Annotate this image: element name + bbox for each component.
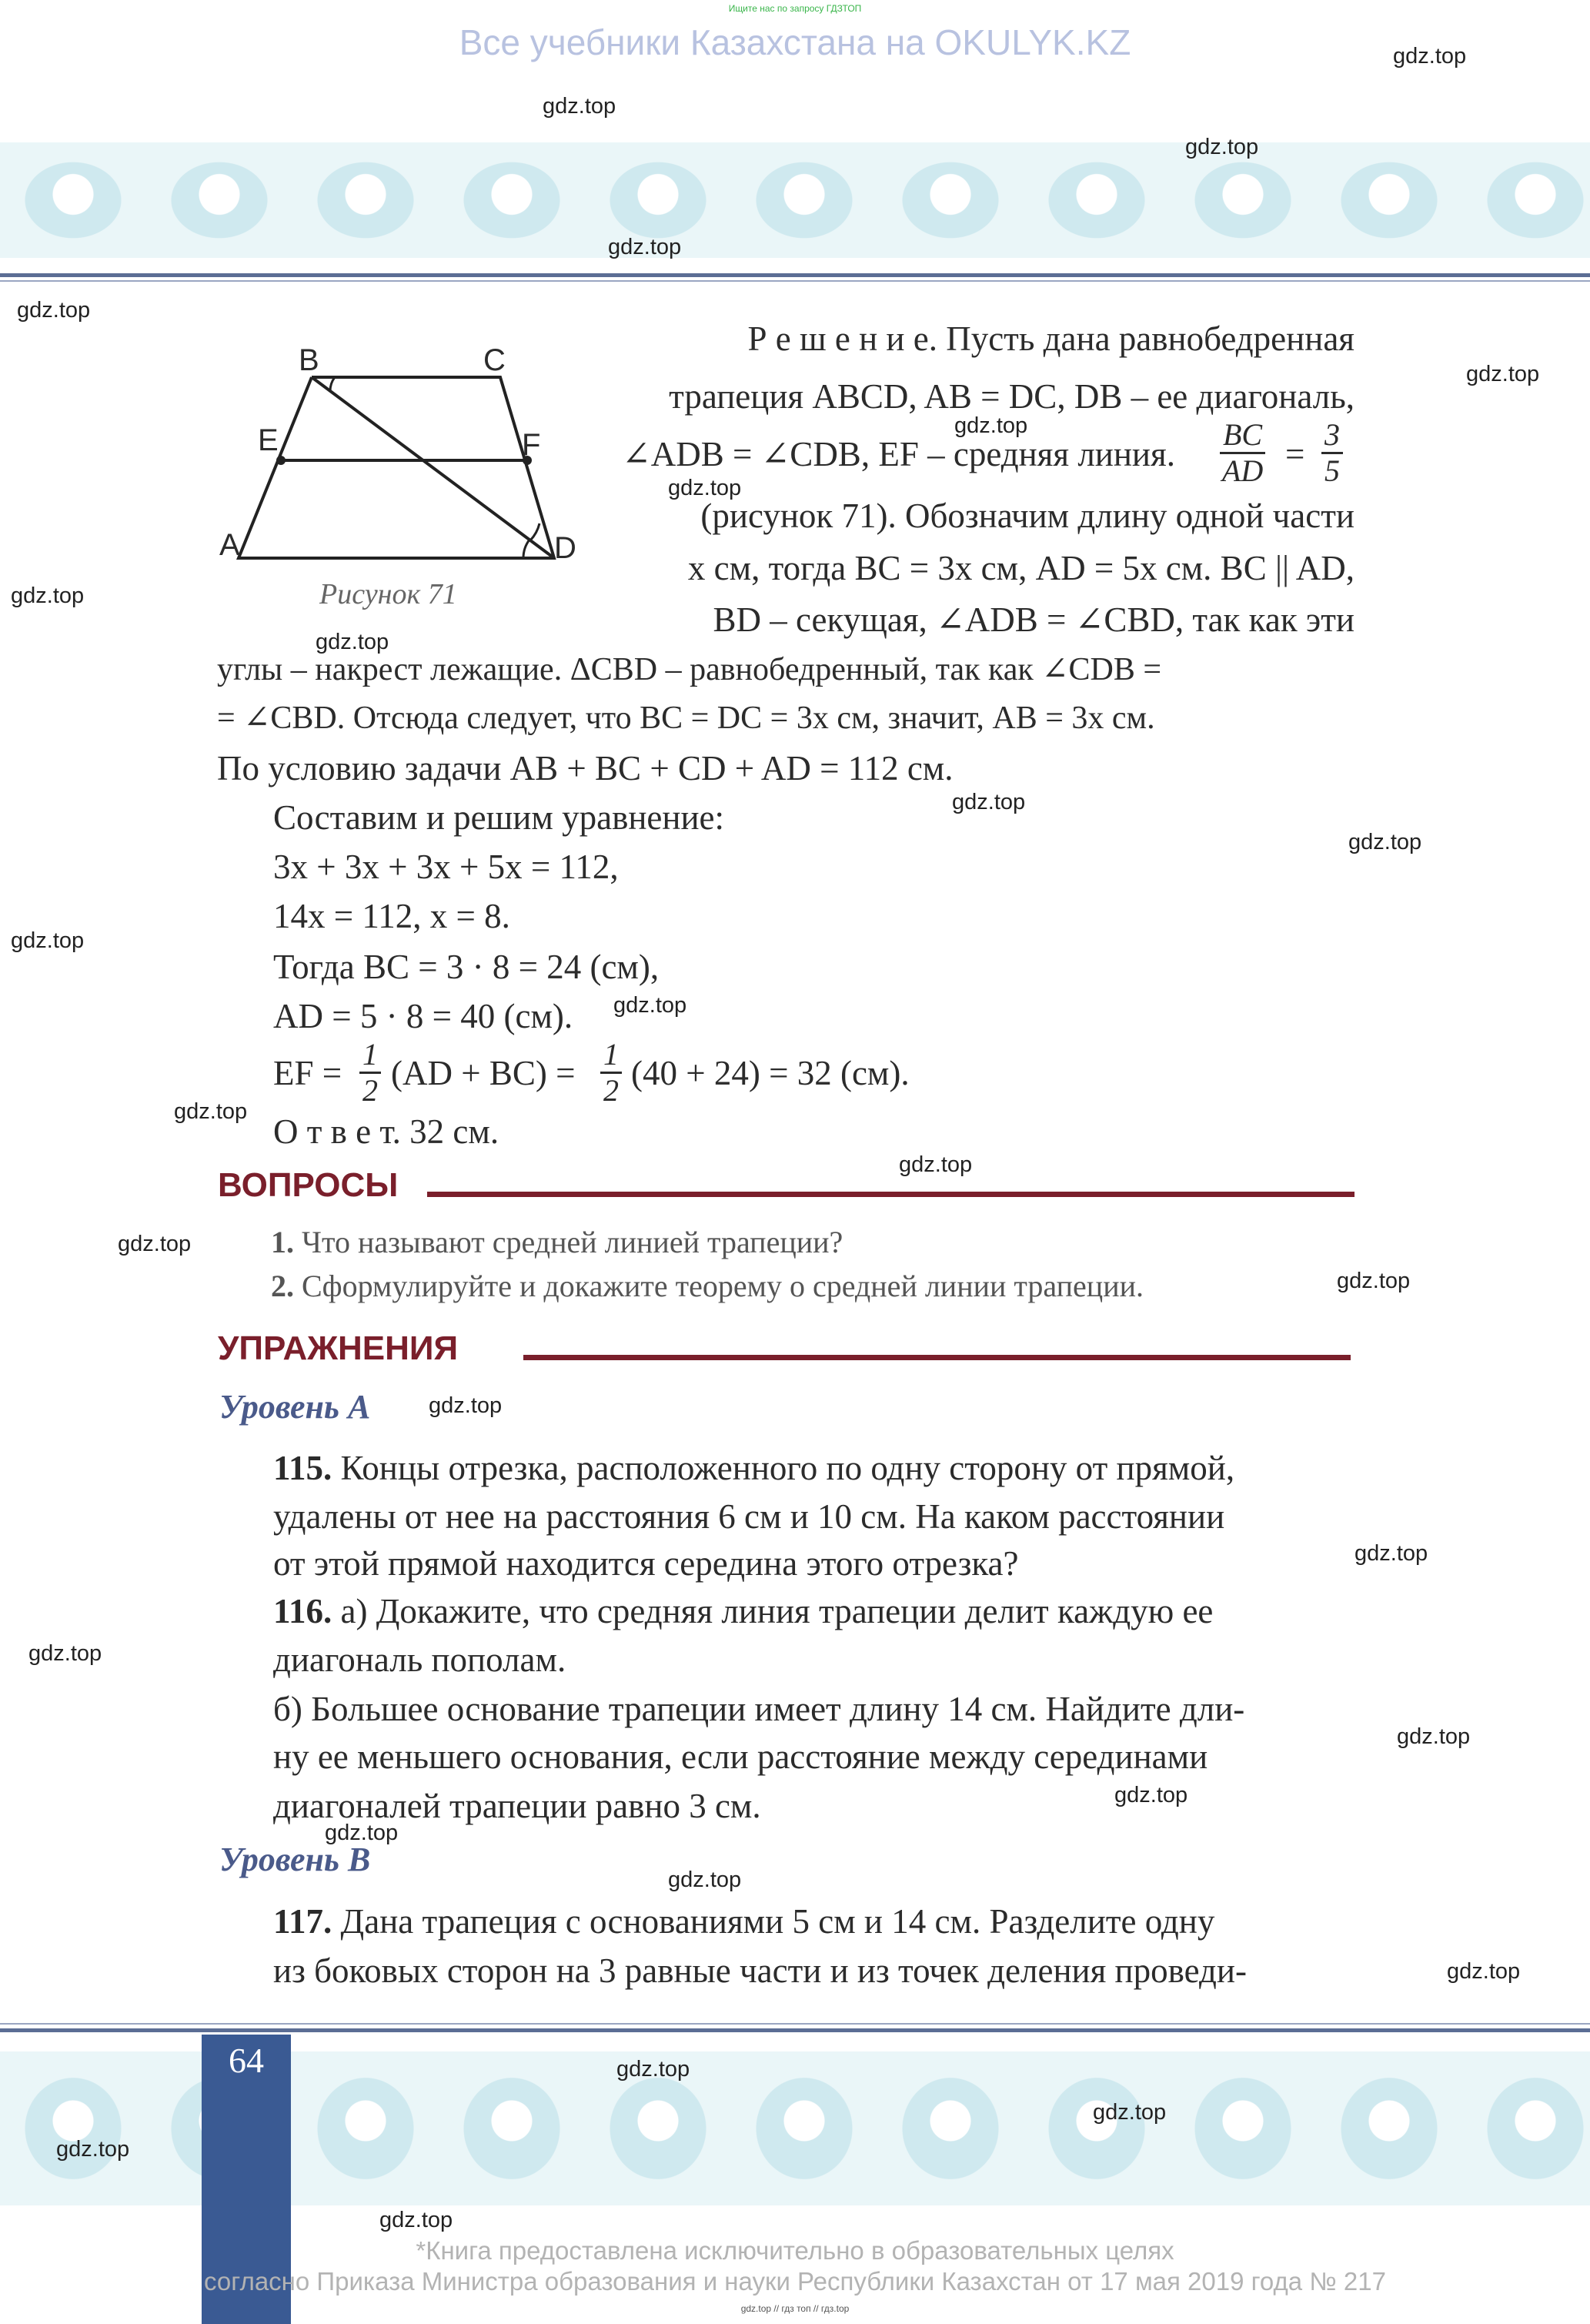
header-rule [0, 273, 1590, 277]
question-item [271, 1224, 843, 1260]
site-title[interactable]: Все учебники Казахстана на OKULYK.KZ [459, 22, 1131, 62]
exercise-number: 117. [273, 1902, 332, 1941]
exercises-heading: УПРАЖНЕНИЯ [218, 1329, 459, 1367]
watermark: gdz.top [174, 1099, 248, 1124]
point-label-e: E [258, 423, 279, 457]
watermark: gdz.top [1447, 1959, 1521, 1984]
exercise-text: Концы отрезка, расположенного по одну сторону от прямой, [340, 1449, 1235, 1487]
exercise-line: от этой прямой находится середина этого отрезка? [273, 1544, 1019, 1583]
footer-notice: согласно Приказа Министра образования и науки Республики Казахстан от 17 мая 2019 года № 217 [204, 2267, 1386, 2296]
equals-sign: = [1285, 435, 1305, 473]
question-item [271, 1268, 1144, 1304]
solution-line: = ∠CBD. Отсюда следует, что BC = DC = 3x см, значит, AB = 3x см. [217, 701, 1155, 736]
watermark: gdz.top [668, 1868, 742, 1892]
equation-line: Тогда BC = 3 · 8 = 24 (см), [273, 948, 660, 986]
solution-line: Р е ш е н и е. Пусть дана равнобедренная [747, 319, 1355, 358]
footer-notice: *Книга предоставлена исключительно в образовательных целях [416, 2236, 1174, 2265]
watermark: gdz.top [1397, 1724, 1471, 1749]
fraction-denominator: 5 [1324, 453, 1340, 488]
solution-line: трапеция ABCD, AB = DC, DB – ее диагональ, [669, 377, 1355, 416]
watermark: gdz.top [56, 2137, 130, 2162]
point-label-b: B [299, 343, 319, 377]
fraction-denominator: AD [1221, 453, 1264, 488]
exercise-line: ну ее меньшего основания, если расстояние между серединами [273, 1737, 1208, 1776]
exercises-heading-rule [523, 1355, 1351, 1360]
page-number: 64 [229, 2041, 264, 2080]
exercise-text: Дана трапеция с основаниями 5 см и 14 см. Разделите одну [340, 1902, 1215, 1941]
exercise-number: 115. [273, 1449, 332, 1487]
questions-heading: ВОПРОСЫ [218, 1166, 399, 1204]
question-number: 1. [271, 1225, 294, 1259]
exercise-line [273, 1588, 1213, 1634]
ef-start: EF = [273, 1054, 342, 1092]
watermark: gdz.top [1393, 44, 1467, 69]
exercise-line: из боковых сторон на 3 равные части и из точек деления проведи- [273, 1951, 1247, 1990]
level-b-heading: Уровень В [219, 1841, 371, 1878]
equation-line: 3x + 3x + 3x + 5x = 112, [273, 848, 619, 886]
watermark: gdz.top [1355, 1541, 1428, 1566]
half-fraction [359, 1038, 381, 1108]
ef-mid: (AD + BC) = [391, 1054, 576, 1092]
answer: О т в е т. 32 см. [273, 1112, 499, 1151]
watermark: gdz.top [616, 2057, 690, 2082]
solution-line: BD – секущая, ∠ADB = ∠CBD, так как эти [713, 600, 1355, 639]
watermark: gdz.top [1466, 362, 1540, 386]
header-rule-thin [0, 280, 1590, 282]
point-label-a: A [219, 528, 240, 562]
footer-rule [0, 2028, 1590, 2032]
watermark: gdz.top [325, 1821, 399, 1845]
watermark: gdz.top [954, 413, 1028, 438]
exercise-line: б) Большее основание трапеции имеет длину 14 см. Найдите дли- [273, 1690, 1245, 1728]
point-label-c: C [483, 343, 506, 377]
question-number: 2. [271, 1269, 294, 1303]
watermark: gdz.top [1093, 2100, 1167, 2125]
watermark: gdz.top [668, 476, 742, 500]
watermark: gdz.top [118, 1232, 192, 1256]
exercise-line: диагоналей трапеции равно 3 см. [273, 1787, 761, 1825]
watermark: gdz.top [899, 1152, 973, 1177]
ef-end: (40 + 24) = 32 (см). [631, 1054, 910, 1092]
equation-line: 14x = 112, x = 8. [273, 897, 510, 935]
solution-line: x см, тогда BC = 3x см, AD = 5x см. BC || AD, [687, 549, 1355, 587]
point-label-d: D [554, 531, 576, 565]
ratio-fraction-left [1220, 418, 1265, 488]
solution-line: По условию задачи AB + BC + CD + AD = 112 см. [217, 749, 954, 787]
watermark: gdz.top [608, 235, 682, 259]
watermark: gdz.top [1114, 1783, 1188, 1807]
watermark: gdz.top [613, 993, 687, 1018]
watermark: gdz.top [1337, 1269, 1411, 1293]
watermark: gdz.top [543, 94, 616, 119]
figure-caption: Рисунок 71 [319, 578, 457, 610]
footer-watermark: gdz.top // гдз топ // гдз.top [740, 2303, 850, 2314]
watermark: gdz.top [11, 584, 85, 608]
exercise-text: а) Докажите, что средняя линия трапеции делит каждую ее [340, 1592, 1214, 1630]
watermark: gdz.top [1185, 135, 1259, 159]
ornament-band-top [0, 142, 1590, 258]
watermark: gdz.top [28, 1641, 102, 1666]
fraction-denominator: 2 [603, 1073, 619, 1108]
solution-line: (рисунок 71). Обозначим длину одной части [700, 497, 1355, 535]
point-label-f: F [522, 428, 541, 462]
level-a-heading: Уровень А [219, 1388, 371, 1426]
watermark: gdz.top [11, 928, 85, 953]
exercise-line: удалены от нее на расстояния 6 см и 10 см. На каком расстоянии [273, 1497, 1225, 1536]
exercise-line: диагональ пополам. [273, 1640, 566, 1679]
equation-line: AD = 5 · 8 = 40 (см). [273, 997, 573, 1035]
question-text: Что называют средней линией трапеции? [302, 1225, 843, 1259]
fraction-denominator: 2 [362, 1073, 378, 1108]
questions-heading-rule [427, 1192, 1355, 1197]
solution-line: ∠ADB = ∠CDB, EF – средняя линия. [622, 435, 1175, 473]
question-text: Сформулируйте и докажите теорему о средней линии трапеции. [302, 1269, 1144, 1303]
half-fraction [600, 1038, 622, 1108]
exercise-number: 116. [273, 1592, 332, 1630]
equation-line: Составим и решим уравнение: [273, 798, 725, 837]
ratio-fraction-right [1321, 418, 1343, 488]
fraction-numerator: 3 [1321, 418, 1343, 454]
watermark: gdz.top [952, 790, 1026, 814]
footer-rule-thin [0, 2023, 1590, 2025]
exercise-line [273, 1445, 1234, 1491]
watermark: gdz.top [17, 298, 91, 323]
watermark: gdz.top [1348, 830, 1422, 854]
fraction-numerator: 1 [359, 1038, 381, 1074]
watermark: gdz.top [316, 630, 389, 654]
watermark: gdz.top [429, 1393, 503, 1418]
fraction-numerator: BC [1220, 418, 1265, 454]
solution-line: углы – накрест лежащие. ΔCBD – равнобедренный, так как ∠CDB = [217, 652, 1162, 687]
watermark: gdz.top [379, 2208, 453, 2232]
exercise-line [273, 1898, 1214, 1944]
search-hint: Ищите нас по запросу ГДЗТОП [728, 3, 862, 14]
fraction-numerator: 1 [600, 1038, 622, 1074]
